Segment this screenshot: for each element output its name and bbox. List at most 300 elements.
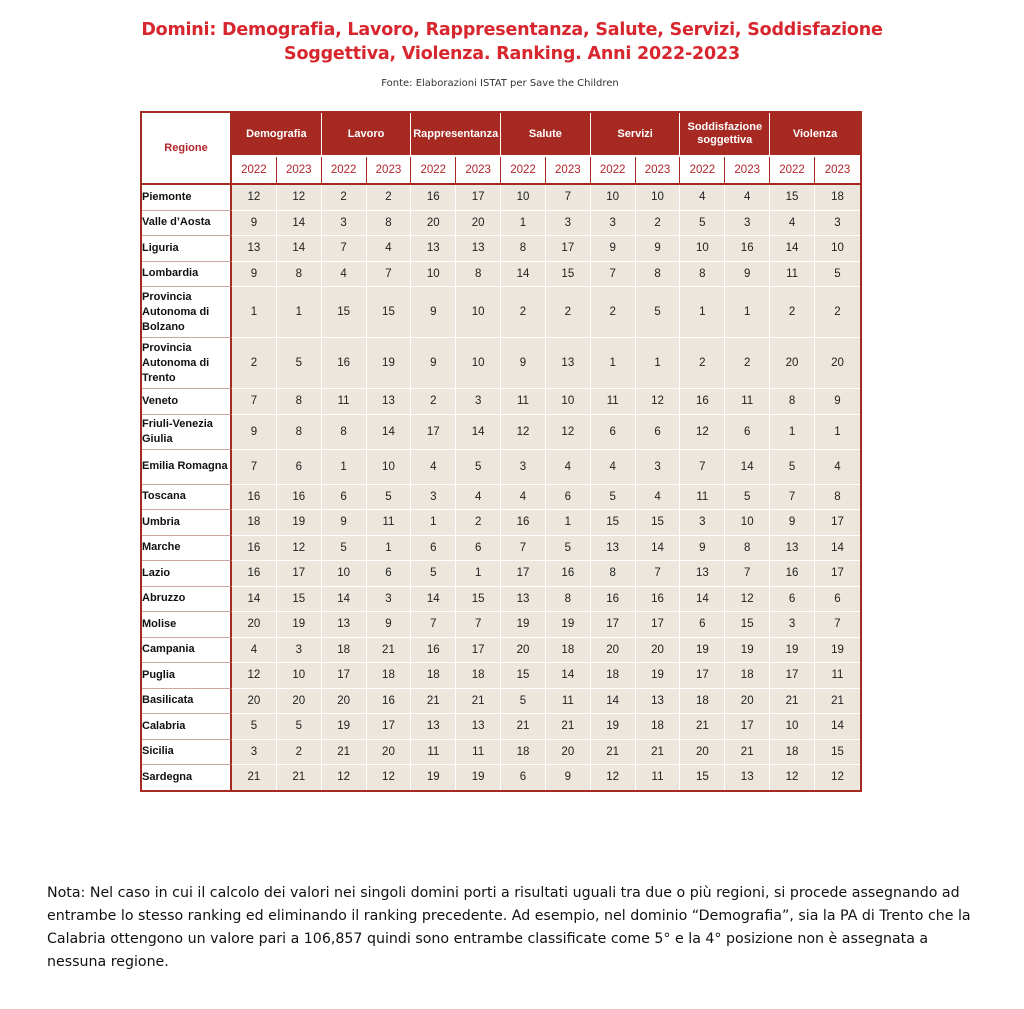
rank-value: 18: [725, 663, 770, 689]
rank-value: 17: [322, 663, 367, 689]
rank-value: 12: [770, 765, 815, 790]
rank-value: 3: [322, 211, 367, 237]
rank-value: 21: [322, 740, 367, 766]
rank-value: 11: [501, 389, 546, 415]
rank-value: 21: [680, 714, 725, 740]
rank-value: 14: [815, 536, 860, 562]
rank-value: 3: [367, 587, 412, 613]
rank-value: 2: [367, 185, 412, 211]
rank-value: 4: [232, 638, 277, 664]
region-name: Friuli-Venezia Giulia: [142, 415, 232, 450]
rank-value: 16: [501, 510, 546, 536]
year-header: 2023: [636, 157, 681, 185]
rank-value: 18: [501, 740, 546, 766]
rank-value: 6: [456, 536, 501, 562]
rank-value: 1: [770, 415, 815, 450]
domain-header-violenza: Violenza: [770, 113, 860, 157]
rank-value: 16: [591, 587, 636, 613]
rank-value: 8: [456, 262, 501, 288]
rank-value: 21: [591, 740, 636, 766]
rank-value: 19: [815, 638, 860, 664]
year-header: 2022: [501, 157, 546, 185]
rank-value: 10: [815, 236, 860, 262]
rank-value: 13: [411, 714, 456, 740]
rank-value: 11: [770, 262, 815, 288]
rank-value: 19: [636, 663, 681, 689]
rank-value: 8: [770, 389, 815, 415]
domain-header-servizi: Servizi: [591, 113, 681, 157]
rank-value: 12: [591, 765, 636, 790]
rank-value: 5: [277, 338, 322, 389]
rank-value: 19: [411, 765, 456, 790]
rank-value: 9: [411, 287, 456, 338]
year-header: 2022: [591, 157, 636, 185]
rank-value: 5: [456, 450, 501, 485]
rank-value: 9: [680, 536, 725, 562]
rank-value: 19: [546, 612, 591, 638]
rank-value: 16: [367, 689, 412, 715]
rank-value: 3: [411, 485, 456, 511]
title-line-2: Soggettiva, Violenza. Ranking. Anni 2022-2023: [284, 44, 740, 64]
rank-value: 3: [546, 211, 591, 237]
region-name: Molise: [142, 612, 232, 638]
table-row: [142, 510, 860, 536]
table-row: [142, 536, 860, 562]
rank-value: 10: [725, 510, 770, 536]
rank-value: 20: [411, 211, 456, 237]
rank-value: 20: [277, 689, 322, 715]
rank-value: 20: [725, 689, 770, 715]
year-header: 2022: [770, 157, 815, 185]
rank-value: 9: [322, 510, 367, 536]
rank-value: 4: [456, 485, 501, 511]
rank-value: 3: [591, 211, 636, 237]
rank-value: 2: [770, 287, 815, 338]
rank-value: 21: [456, 689, 501, 715]
rank-value: 16: [680, 389, 725, 415]
year-header: 2022: [680, 157, 725, 185]
rank-value: 20: [680, 740, 725, 766]
rank-value: 5: [232, 714, 277, 740]
rank-value: 9: [232, 415, 277, 450]
rank-value: 13: [591, 536, 636, 562]
rank-value: 16: [232, 561, 277, 587]
region-name: Toscana: [142, 485, 232, 511]
rank-value: 5: [367, 485, 412, 511]
rank-value: 3: [680, 510, 725, 536]
region-column-header: Regione: [142, 113, 232, 185]
domain-header-soddisfazione: Soddisfazione soggettiva: [680, 113, 770, 157]
rank-value: 4: [591, 450, 636, 485]
rank-value: 10: [501, 185, 546, 211]
table-row: [142, 612, 860, 638]
rank-value: 10: [367, 450, 412, 485]
rank-value: 12: [367, 765, 412, 790]
table-row: [142, 450, 860, 485]
rank-value: 15: [546, 262, 591, 288]
rank-value: 13: [456, 714, 501, 740]
region-name: Basilicata: [142, 689, 232, 715]
rank-value: 4: [725, 185, 770, 211]
rank-value: 14: [725, 450, 770, 485]
rank-value: 17: [636, 612, 681, 638]
rank-value: 15: [456, 587, 501, 613]
rank-value: 21: [277, 765, 322, 790]
rank-value: 8: [367, 211, 412, 237]
rank-value: 6: [725, 415, 770, 450]
table-row: [142, 415, 860, 450]
rank-value: 1: [232, 287, 277, 338]
rank-value: 6: [546, 485, 591, 511]
rank-value: 5: [501, 689, 546, 715]
rank-value: 2: [546, 287, 591, 338]
rank-value: 12: [277, 536, 322, 562]
rank-value: 3: [725, 211, 770, 237]
rank-value: 5: [322, 536, 367, 562]
rank-value: 13: [680, 561, 725, 587]
rank-value: 19: [591, 714, 636, 740]
region-name: Valle d’Aosta: [142, 211, 232, 237]
rank-value: 9: [636, 236, 681, 262]
rank-value: 15: [636, 510, 681, 536]
rank-value: 4: [411, 450, 456, 485]
rank-value: 4: [367, 236, 412, 262]
rank-value: 14: [456, 415, 501, 450]
rank-value: 7: [636, 561, 681, 587]
rank-value: 9: [232, 211, 277, 237]
rank-value: 15: [277, 587, 322, 613]
rank-value: 19: [501, 612, 546, 638]
region-name: Marche: [142, 536, 232, 562]
rank-value: 8: [277, 415, 322, 450]
domain-header-salute: Salute: [501, 113, 591, 157]
rank-value: 4: [815, 450, 860, 485]
rank-value: 14: [277, 211, 322, 237]
rank-value: 13: [456, 236, 501, 262]
rank-value: 11: [456, 740, 501, 766]
rank-value: 5: [636, 287, 681, 338]
rank-value: 15: [725, 612, 770, 638]
rank-value: 2: [456, 510, 501, 536]
table-row: [142, 287, 860, 338]
rank-value: 8: [725, 536, 770, 562]
rank-value: 7: [725, 561, 770, 587]
rank-value: 12: [815, 765, 860, 790]
rank-value: 10: [636, 185, 681, 211]
rank-value: 1: [322, 450, 367, 485]
year-header: 2023: [815, 157, 860, 185]
rank-value: 17: [367, 714, 412, 740]
rank-value: 12: [636, 389, 681, 415]
rank-value: 17: [725, 714, 770, 740]
rank-value: 19: [322, 714, 367, 740]
region-name: Sicilia: [142, 740, 232, 766]
rank-value: 3: [456, 389, 501, 415]
rank-value: 17: [815, 510, 860, 536]
rank-value: 20: [322, 689, 367, 715]
rank-value: 17: [411, 415, 456, 450]
rank-value: 16: [322, 338, 367, 389]
rank-value: 2: [680, 338, 725, 389]
table-row: [142, 389, 860, 415]
rank-value: 16: [636, 587, 681, 613]
title-line-1: Domini: Demografia, Lavoro, Rappresentanza, Salute, Servizi, Soddisfazione: [141, 20, 883, 40]
rank-value: 15: [680, 765, 725, 790]
rank-value: 21: [411, 689, 456, 715]
rank-value: 9: [546, 765, 591, 790]
rank-value: 10: [456, 287, 501, 338]
rank-value: 3: [501, 450, 546, 485]
year-header: 2023: [725, 157, 770, 185]
rank-value: 20: [232, 612, 277, 638]
rank-value: 4: [680, 185, 725, 211]
rank-value: 14: [367, 415, 412, 450]
rank-value: 18: [815, 185, 860, 211]
rank-value: 21: [770, 689, 815, 715]
rank-value: 17: [456, 638, 501, 664]
rank-value: 20: [367, 740, 412, 766]
domain-header-lavoro: Lavoro: [322, 113, 412, 157]
rank-value: 20: [591, 638, 636, 664]
year-header: 2022: [322, 157, 367, 185]
rank-value: 8: [277, 262, 322, 288]
rank-value: 5: [411, 561, 456, 587]
region-name: Provincia Autonoma di Bolzano: [142, 287, 232, 338]
rank-value: 14: [680, 587, 725, 613]
rank-value: 2: [277, 740, 322, 766]
rank-value: 1: [815, 415, 860, 450]
rank-value: 20: [456, 211, 501, 237]
rank-value: 21: [815, 689, 860, 715]
rank-value: 17: [546, 236, 591, 262]
region-name: Veneto: [142, 389, 232, 415]
rank-value: 7: [232, 450, 277, 485]
table-row: [142, 262, 860, 288]
rank-value: 10: [680, 236, 725, 262]
rank-value: 14: [322, 587, 367, 613]
rank-value: 11: [546, 689, 591, 715]
rank-value: 12: [277, 185, 322, 211]
rank-value: 9: [591, 236, 636, 262]
table-row: [142, 663, 860, 689]
rank-value: 16: [411, 638, 456, 664]
rank-value: 2: [591, 287, 636, 338]
rank-value: 19: [680, 638, 725, 664]
rank-value: 16: [232, 485, 277, 511]
document-title: [0, 18, 1024, 66]
rank-value: 8: [680, 262, 725, 288]
table-row: [142, 714, 860, 740]
footnote: Nota: Nel caso in cui il calcolo dei valori nei singoli domini porti a risultati uguali tra due o più regioni, si procede assegnando ad entrambe lo stesso ranking ed eliminando il ranking precedente. Ad esempio, nel dominio “Demografia”, sia la PA di Trento che la Calabria ottengono un valore pari a 106,857 quindi sono entrambe classificate come 5° e la 4° posizione non è assegnata a nessuna regione.: [47, 885, 971, 970]
rank-value: 2: [501, 287, 546, 338]
rank-value: 4: [322, 262, 367, 288]
rank-value: 11: [680, 485, 725, 511]
rank-value: 5: [680, 211, 725, 237]
rank-value: 17: [815, 561, 860, 587]
rank-value: 16: [546, 561, 591, 587]
rank-value: 11: [815, 663, 860, 689]
rank-value: 14: [636, 536, 681, 562]
rank-value: 11: [367, 510, 412, 536]
rank-value: 18: [456, 663, 501, 689]
rank-value: 18: [322, 638, 367, 664]
rank-value: 7: [770, 485, 815, 511]
rank-value: 18: [367, 663, 412, 689]
rank-value: 9: [367, 612, 412, 638]
rank-value: 17: [501, 561, 546, 587]
rank-value: 9: [232, 262, 277, 288]
rank-value: 2: [411, 389, 456, 415]
rank-value: 19: [456, 765, 501, 790]
region-name: Lazio: [142, 561, 232, 587]
rank-value: 16: [232, 536, 277, 562]
region-name: Liguria: [142, 236, 232, 262]
source-note: Fonte: Elaborazioni ISTAT per Save the Children: [381, 78, 619, 89]
rank-value: 9: [501, 338, 546, 389]
year-header-row: [142, 157, 860, 185]
rank-value: 12: [232, 185, 277, 211]
rank-value: 10: [770, 714, 815, 740]
region-name: Emilia Romagna: [142, 450, 232, 485]
year-header: 2022: [232, 157, 277, 185]
region-name: Campania: [142, 638, 232, 664]
rank-value: 8: [591, 561, 636, 587]
rank-value: 11: [725, 389, 770, 415]
rank-value: 1: [680, 287, 725, 338]
rank-value: 15: [770, 185, 815, 211]
rank-value: 14: [232, 587, 277, 613]
rank-value: 14: [591, 689, 636, 715]
rank-value: 12: [232, 663, 277, 689]
rank-value: 16: [277, 485, 322, 511]
region-name: Calabria: [142, 714, 232, 740]
rank-value: 10: [591, 185, 636, 211]
region-name: Piemonte: [142, 185, 232, 211]
rank-value: 13: [636, 689, 681, 715]
region-name: Sardegna: [142, 765, 232, 790]
rank-value: 3: [636, 450, 681, 485]
rank-value: 1: [277, 287, 322, 338]
rank-value: 8: [322, 415, 367, 450]
rank-value: 21: [232, 765, 277, 790]
rank-value: 4: [636, 485, 681, 511]
rank-value: 13: [725, 765, 770, 790]
rank-value: 5: [591, 485, 636, 511]
region-name: Umbria: [142, 510, 232, 536]
rank-value: 4: [546, 450, 591, 485]
rank-value: 20: [636, 638, 681, 664]
domain-header-row: [142, 113, 860, 157]
rank-value: 19: [367, 338, 412, 389]
region-name: Lombardia: [142, 262, 232, 288]
rank-value: 7: [456, 612, 501, 638]
rank-value: 20: [815, 338, 860, 389]
rank-value: 13: [770, 536, 815, 562]
rank-value: 6: [680, 612, 725, 638]
rank-value: 17: [680, 663, 725, 689]
rank-value: 7: [680, 450, 725, 485]
region-name: Provincia Autonoma di Trento: [142, 338, 232, 389]
rank-value: 9: [411, 338, 456, 389]
table-row: [142, 561, 860, 587]
domain-header-demografia: Demografia: [232, 113, 322, 157]
rank-value: 11: [591, 389, 636, 415]
table-row: [142, 211, 860, 237]
rank-value: 3: [815, 211, 860, 237]
year-header: 2023: [367, 157, 412, 185]
rank-value: 5: [725, 485, 770, 511]
rank-value: 12: [322, 765, 367, 790]
rank-value: 9: [725, 262, 770, 288]
rank-value: 2: [815, 287, 860, 338]
rank-value: 14: [411, 587, 456, 613]
rank-value: 10: [456, 338, 501, 389]
table-row: [142, 765, 860, 790]
year-header: 2023: [456, 157, 501, 185]
rank-value: 21: [725, 740, 770, 766]
rank-value: 10: [277, 663, 322, 689]
rank-value: 21: [501, 714, 546, 740]
rank-value: 15: [322, 287, 367, 338]
rank-value: 18: [232, 510, 277, 536]
rank-value: 14: [501, 262, 546, 288]
rank-value: 16: [725, 236, 770, 262]
rank-value: 1: [501, 211, 546, 237]
rank-value: 2: [725, 338, 770, 389]
rank-value: 8: [501, 236, 546, 262]
rank-value: 7: [411, 612, 456, 638]
rank-value: 13: [546, 338, 591, 389]
rank-value: 19: [277, 510, 322, 536]
rank-value: 18: [591, 663, 636, 689]
year-header: 2023: [546, 157, 591, 185]
rank-value: 7: [232, 389, 277, 415]
rank-value: 19: [277, 612, 322, 638]
rank-value: 7: [501, 536, 546, 562]
rank-value: 11: [411, 740, 456, 766]
rank-value: 1: [456, 561, 501, 587]
rank-value: 2: [322, 185, 367, 211]
rank-value: 8: [636, 262, 681, 288]
rank-value: 12: [725, 587, 770, 613]
rank-value: 13: [367, 389, 412, 415]
rank-value: 12: [680, 415, 725, 450]
rank-value: 13: [411, 236, 456, 262]
rank-value: 15: [367, 287, 412, 338]
rank-value: 5: [277, 714, 322, 740]
rank-value: 7: [591, 262, 636, 288]
rank-value: 18: [770, 740, 815, 766]
rank-value: 7: [322, 236, 367, 262]
rank-value: 6: [815, 587, 860, 613]
rank-value: 20: [546, 740, 591, 766]
rank-value: 21: [367, 638, 412, 664]
rank-value: 2: [636, 211, 681, 237]
rank-value: 13: [322, 612, 367, 638]
rank-value: 7: [367, 262, 412, 288]
rank-value: 6: [591, 415, 636, 450]
rank-value: 5: [815, 262, 860, 288]
rank-value: 20: [770, 338, 815, 389]
rank-value: 15: [501, 663, 546, 689]
rank-value: 9: [770, 510, 815, 536]
domain-header-rappresentanza: Rappresentanza: [411, 113, 501, 157]
rank-value: 18: [546, 638, 591, 664]
rank-value: 20: [232, 689, 277, 715]
rank-value: 6: [636, 415, 681, 450]
rank-value: 17: [770, 663, 815, 689]
year-header: 2023: [277, 157, 322, 185]
